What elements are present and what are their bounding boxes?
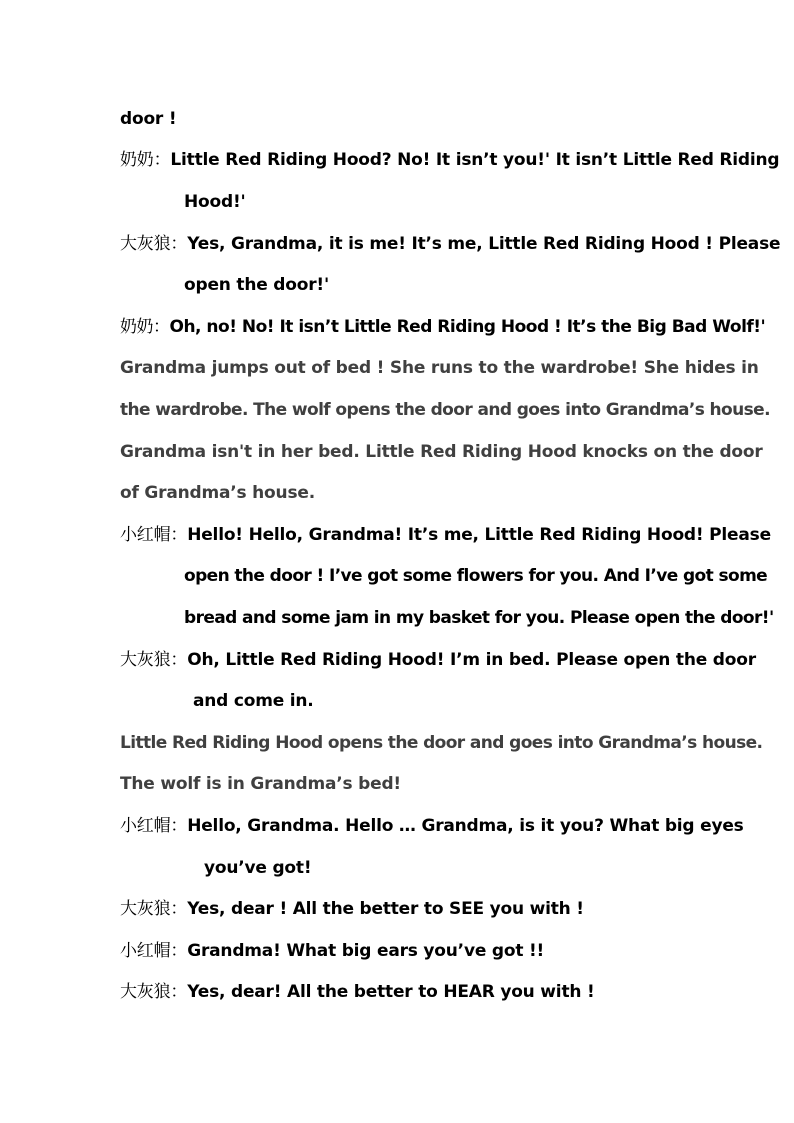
line-text: Little Red Riding Hood opens the door and goes into Grandma’s house. <box>120 733 763 753</box>
narration-line <box>120 482 315 504</box>
line-text: Yes, dear! All the better to HEAR you with ! <box>187 982 595 1002</box>
line-text: Grandma! What big ears you’ve got !! <box>187 941 545 961</box>
narration-line <box>120 773 401 795</box>
speaker-label: 奶奶： <box>120 317 170 337</box>
dialogue-continuation <box>184 607 774 629</box>
line-text: Hello, Grandma. Hello … Grandma, is it you? What big eyes <box>187 816 744 836</box>
speaker-label: 小红帽： <box>120 525 188 545</box>
dialogue-line <box>120 316 765 338</box>
line-text: of Grandma’s house. <box>120 483 315 503</box>
narration-line <box>120 732 762 754</box>
line-text: Oh, Little Red Riding Hood! I’m in bed. Please open the door <box>187 650 756 670</box>
line-text: you’ve got! <box>204 858 312 878</box>
dialogue-line <box>120 940 544 962</box>
dialogue-line <box>120 981 595 1003</box>
narration-line <box>120 357 759 379</box>
speaker-label: 小红帽： <box>120 941 188 961</box>
text-line <box>120 108 176 130</box>
speaker-label: 大灰狼： <box>120 982 188 1002</box>
line-text: Little Red Riding Hood? No! It isn’t you!' It isn’t Little Red Riding <box>170 150 780 170</box>
dialogue-continuation <box>204 857 311 879</box>
speaker-label: 奶奶： <box>120 150 171 170</box>
dialogue-line <box>120 815 744 837</box>
dialogue-continuation <box>184 274 329 296</box>
line-text: Grandma isn't in her bed. Little Red Riding Hood knocks on the door <box>120 442 763 462</box>
dialogue-continuation <box>193 690 314 712</box>
line-text: Yes, dear ! All the better to SEE you with ! <box>187 899 584 919</box>
dialogue-line <box>120 233 780 255</box>
speaker-label: 小红帽： <box>120 816 188 836</box>
dialogue-continuation <box>184 565 767 587</box>
dialogue-line <box>120 898 584 920</box>
speaker-label: 大灰狼： <box>120 899 188 919</box>
line-text: open the door!' <box>184 275 329 295</box>
narration-line <box>120 441 763 463</box>
line-text: open the door ! I’ve got some flowers for you. And I’ve got some <box>184 566 768 586</box>
dialogue-line <box>120 149 779 171</box>
line-text: door ! <box>120 109 177 129</box>
line-text: Oh, no! No! It isn’t Little Red Riding Hood ! It’s the Big Bad Wolf!' <box>169 317 766 337</box>
speaker-label: 大灰狼： <box>120 650 188 670</box>
line-text: bread and some jam in my basket for you. Please open the door!' <box>184 608 774 628</box>
line-text: The wolf is in Grandma’s bed! <box>120 774 401 794</box>
line-text: Yes, Grandma, it is me! It’s me, Little Red Riding Hood ! Please <box>187 234 781 254</box>
line-text: Grandma jumps out of bed ! She runs to the wardrobe! She hides in <box>120 358 759 378</box>
narration-line <box>120 399 770 421</box>
line-text: Hello! Hello, Grandma! It’s me, Little Red Riding Hood! Please <box>187 525 771 545</box>
speaker-label: 大灰狼： <box>120 234 188 254</box>
dialogue-line <box>120 649 756 671</box>
line-text: and come in. <box>193 691 314 711</box>
line-text: Hood!' <box>184 192 246 212</box>
dialogue-continuation <box>184 191 246 213</box>
line-text: the wardrobe. The wolf opens the door and goes into Grandma’s house. <box>120 400 770 420</box>
dialogue-line <box>120 524 771 546</box>
